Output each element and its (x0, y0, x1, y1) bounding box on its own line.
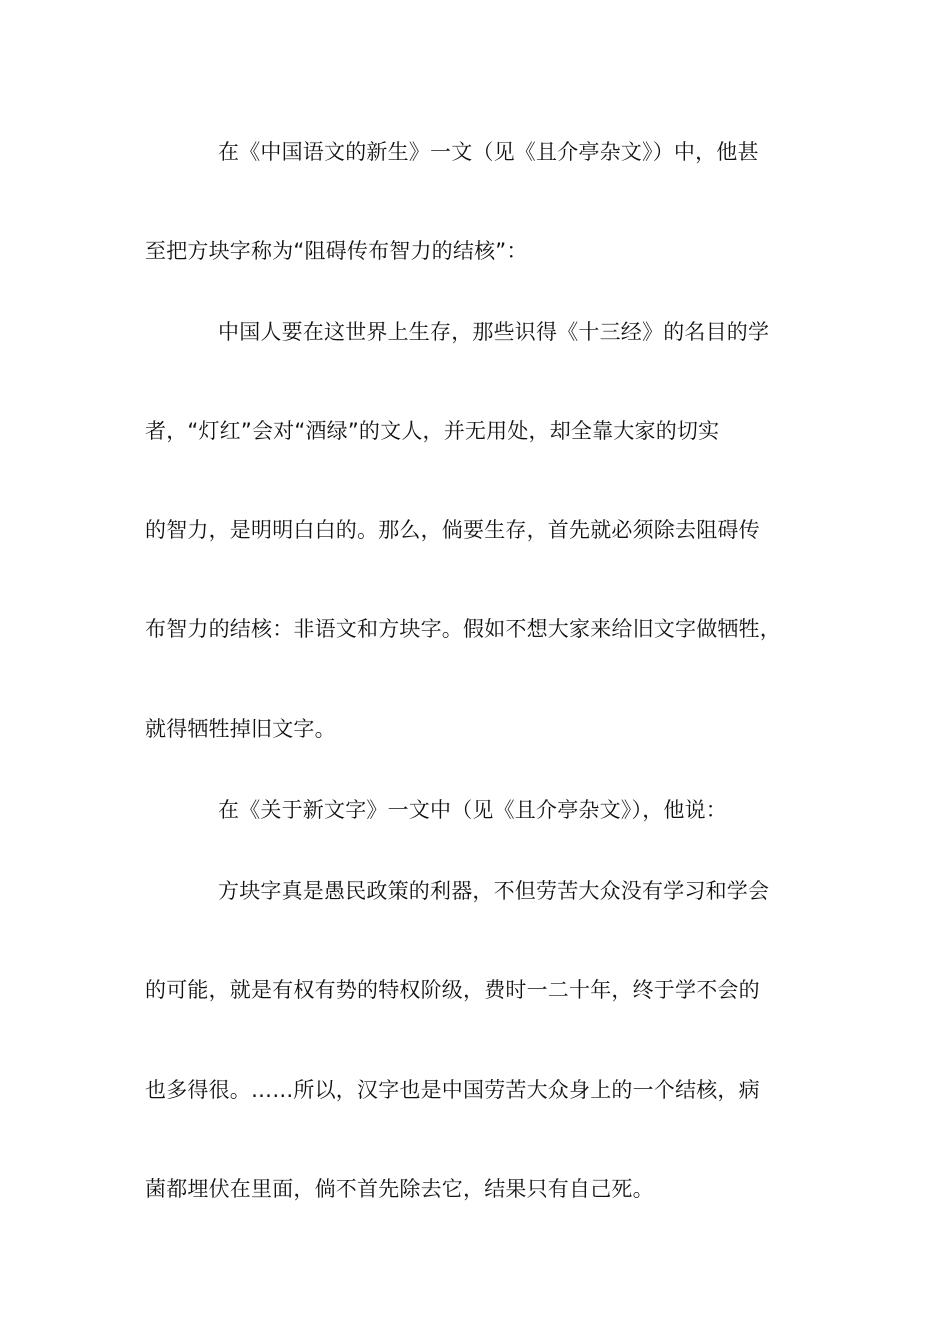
quote-1-line-5: 就得牺牲掉旧文字。 (145, 717, 336, 741)
quote-1-line-2: 者，“灯红”会对“酒绿”的文人，并无用处，却全靠大家的切实 (145, 419, 720, 443)
quote-1-line-4: 布智力的结核：非语文和方块字。假如不想大家来给旧文字做牺牲， (145, 617, 781, 641)
paragraph-1-line-2: 至把方块字称为“阻碍传布智力的结核”： (145, 239, 528, 263)
paragraph-2-line-1: 在《关于新文字》一文中（见《且介亭杂文》），他说： (218, 798, 727, 822)
quote-2-line-3: 也多得很。……所以，汉字也是中国劳苦大众身上的一个结核，病 (145, 1078, 760, 1102)
quote-2-line-1: 方块字真是愚民政策的利器，不但劳苦大众没有学习和学会 (218, 879, 770, 903)
quote-2-line-2: 的可能，就是有权有势的特权阶级，费时一二十年，终于学不会的 (145, 978, 760, 1002)
quote-2-line-4: 菌都埋伏在里面，倘不首先除去它，结果只有自己死。 (145, 1177, 654, 1201)
quote-1-line-3: 的智力，是明明白白的。那么，倘要生存，首先就必须除去阻碍传 (145, 518, 760, 542)
paragraph-1-line-1: 在《中国语文的新生》一文（见《且介亭杂文》）中，他甚 (218, 140, 759, 164)
quote-1-line-1: 中国人要在这世界上生存，那些识得《十三经》的名目的学 (218, 320, 770, 344)
